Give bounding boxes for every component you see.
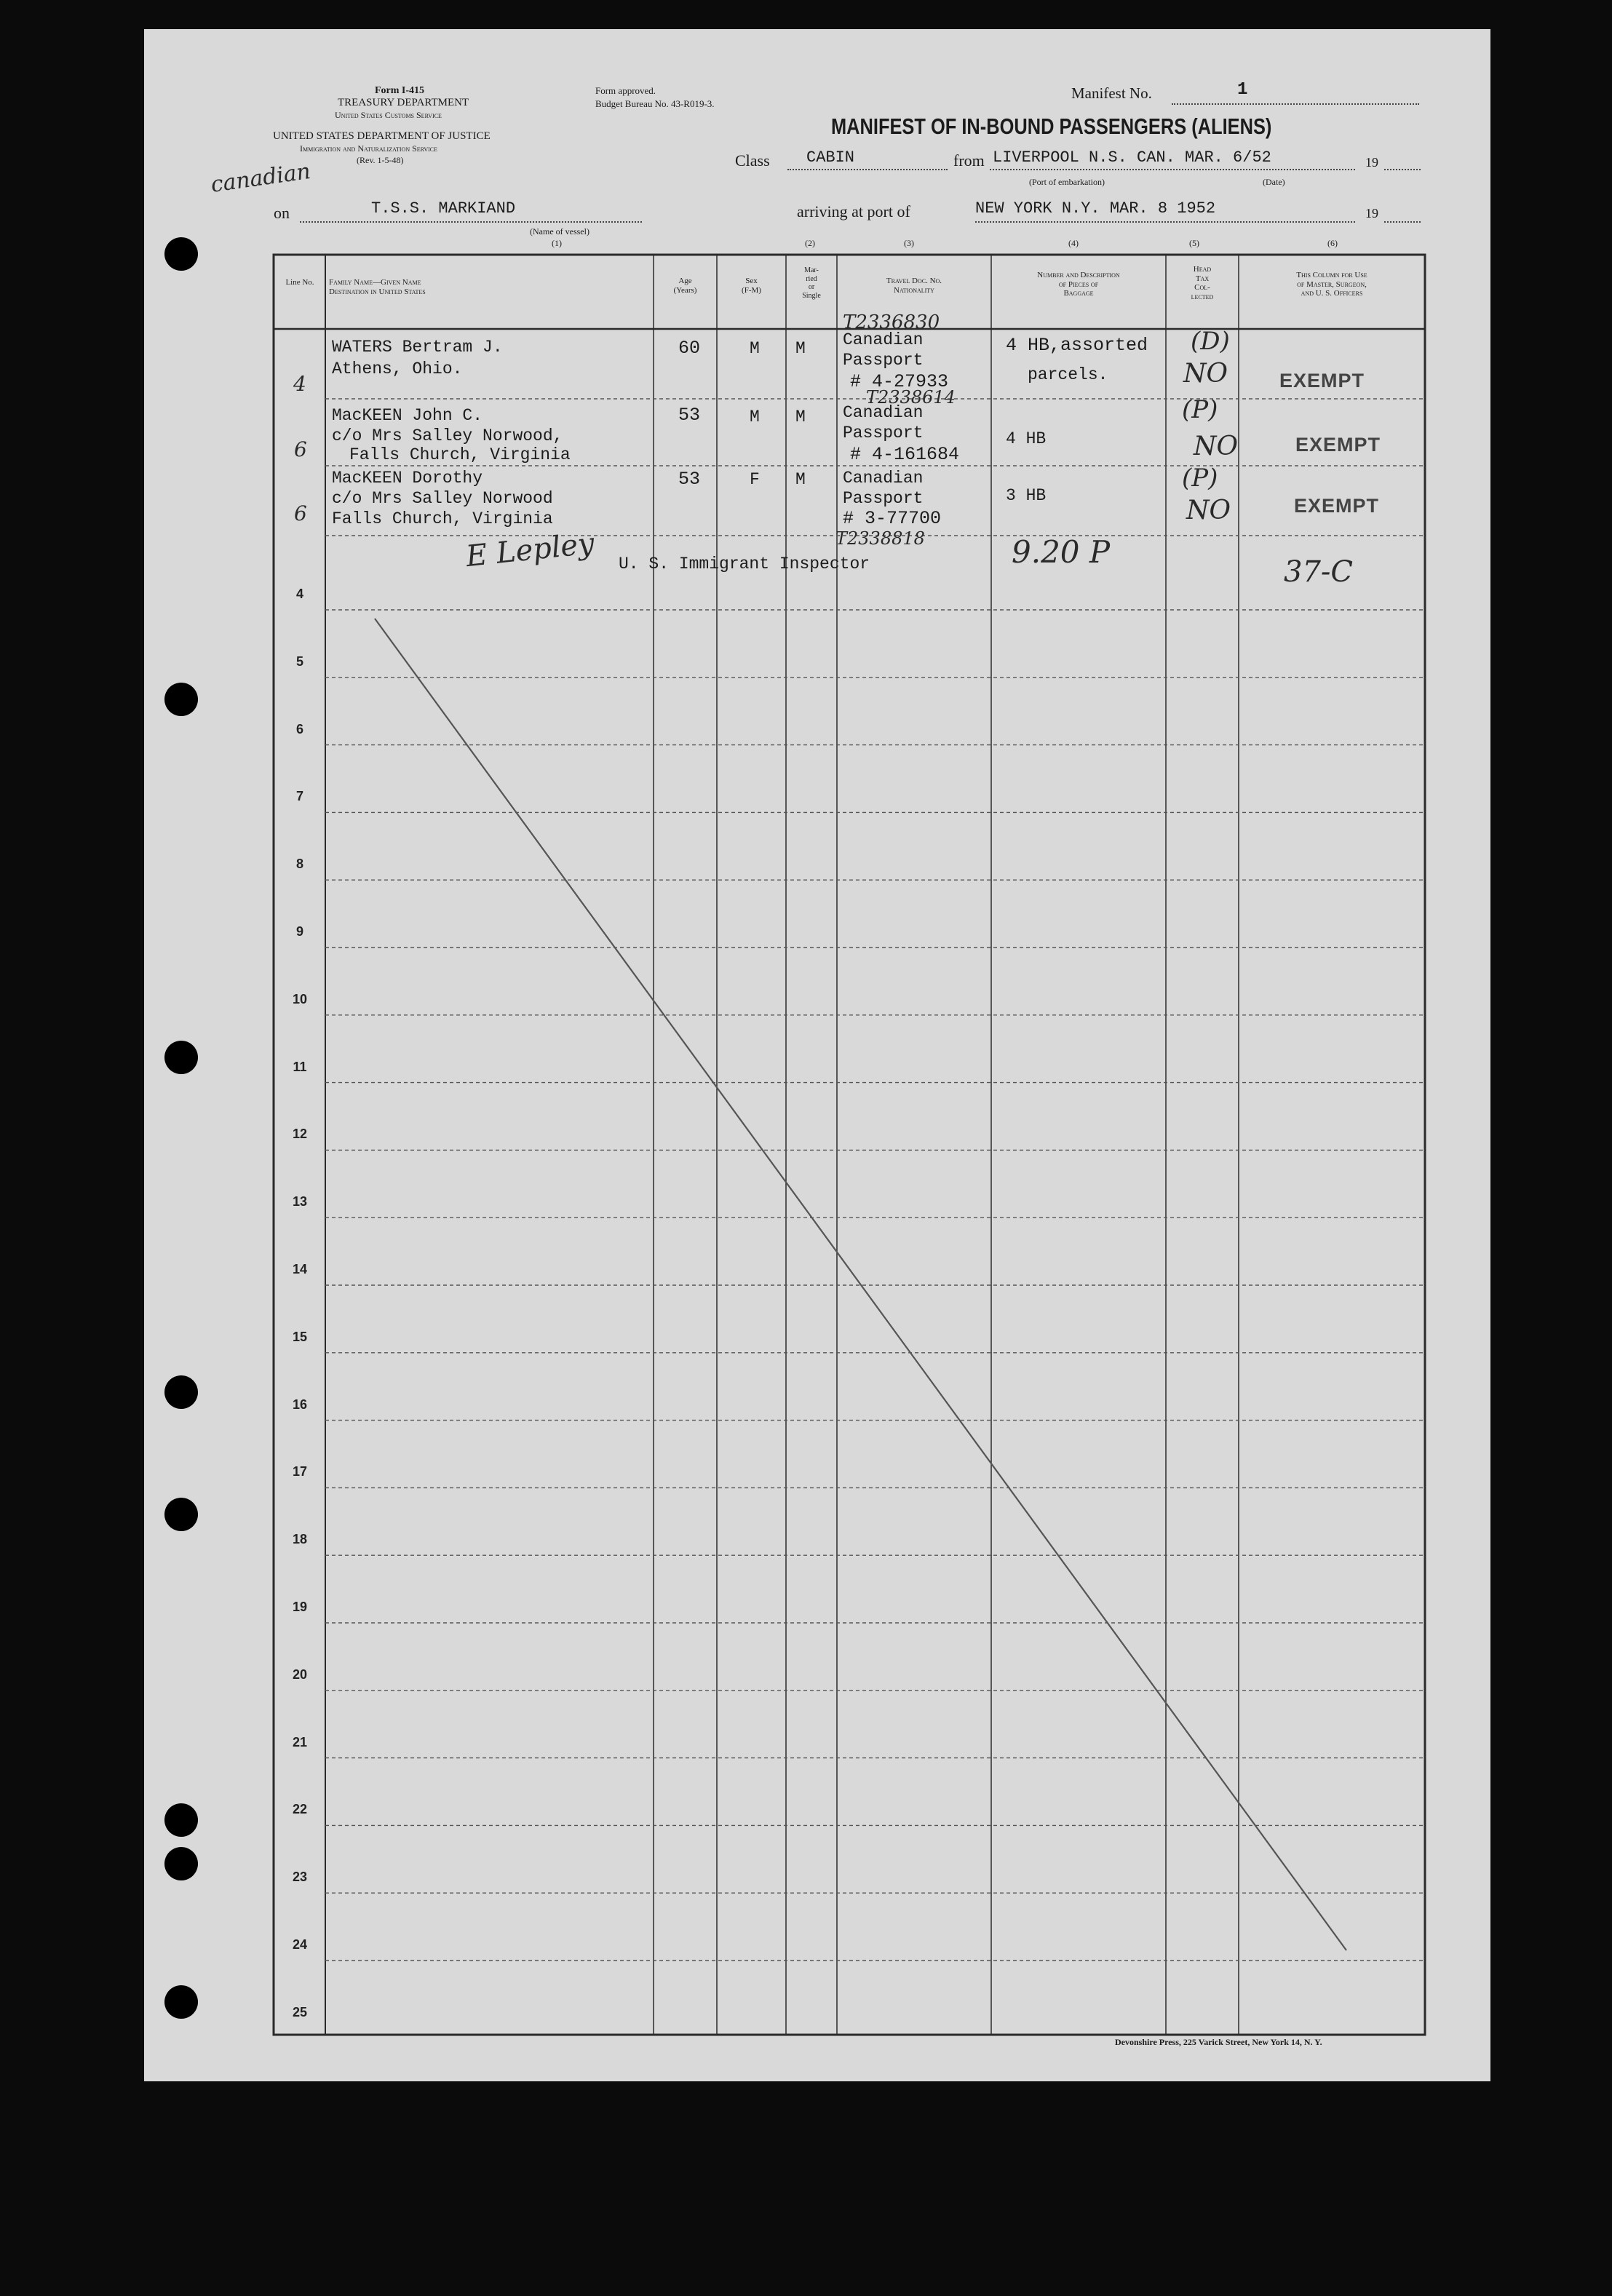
header-officers: This Column for Use of Master, Surgeon, and U. S. Officers <box>1296 271 1367 298</box>
line-number: 19 <box>292 1600 308 1614</box>
from-value: LIVERPOOL N.S. CAN. MAR. 6/52 <box>993 148 1271 167</box>
passenger-destination: Athens, Ohio. <box>332 360 463 378</box>
passenger-marital: M <box>795 470 806 489</box>
line-number: 22 <box>292 1802 308 1817</box>
line-number: 5 <box>295 654 303 669</box>
doc-nationality: Canadian <box>843 330 924 349</box>
header-name: Family Name—Given Name Destination in United States <box>329 278 426 296</box>
form-approved: Form approved. <box>595 85 656 96</box>
head-tax-value: NO <box>1186 496 1231 525</box>
port-embark-caption: (Port of embarkation) <box>1029 177 1105 187</box>
doc-handwritten: T2338614 <box>866 387 956 408</box>
line-number: 4 <box>295 587 303 601</box>
passenger-age: 60 <box>678 338 701 359</box>
class-label: Class <box>735 151 770 170</box>
line-number: 6 <box>295 721 303 736</box>
inspector-title: U. S. Immigrant Inspector <box>619 555 870 573</box>
baggage-line-1: 4 HB <box>1006 429 1047 448</box>
line-number: 15 <box>292 1329 308 1344</box>
col-num-2: (2) <box>805 238 815 248</box>
passenger-name: MacKEEN Dorothy <box>332 469 483 488</box>
handwritten-canadian: canadian <box>209 158 312 198</box>
on-label: on <box>274 204 290 222</box>
exempt-stamp: EXEMPT <box>1279 370 1365 392</box>
head-tax-value: NO <box>1183 359 1228 389</box>
void-strike-line <box>375 619 1346 1950</box>
doc-number: # 3-77700 <box>843 508 942 529</box>
passenger-destination-2: Falls Church, Virginia <box>332 509 553 528</box>
passenger-sex: M <box>750 408 760 426</box>
inspector-time: 9.20 P <box>1012 534 1111 570</box>
line-number: 25 <box>292 2004 308 2019</box>
passenger-age: 53 <box>678 405 701 426</box>
passenger-name: WATERS Bertram J. <box>332 338 503 357</box>
passenger-marital: M <box>795 339 806 358</box>
treasury-dept: TREASURY DEPARTMENT <box>338 97 469 108</box>
doc-nationality: Canadian <box>843 403 924 422</box>
baggage-line-2: parcels. <box>1028 365 1108 384</box>
line-number: 18 <box>292 1532 308 1547</box>
left-margin-mark: 6 <box>294 501 307 525</box>
customs-service: United States Customs Service <box>335 110 442 120</box>
arriving-label: arriving at port of <box>797 202 910 221</box>
header-married: Mar- ried or Single <box>802 266 821 300</box>
doc-type: Passport <box>843 351 924 370</box>
left-margin-mark: 6 <box>294 437 307 461</box>
header-head-tax: Head Tax Col- lected <box>1191 265 1214 301</box>
line-number: 14 <box>292 1262 308 1276</box>
line-number: 16 <box>292 1397 308 1412</box>
manifest-no: 1 <box>1237 80 1248 100</box>
line-number: 23 <box>292 1870 308 1885</box>
passenger-sex: M <box>750 339 760 358</box>
form-number: Form I-415 <box>375 85 425 96</box>
passenger-destination-2: Falls Church, Virginia <box>349 445 571 464</box>
budget-bureau: Budget Bureau No. 43-R019-3. <box>595 98 715 109</box>
passenger-name: MacKEEN John C. <box>332 406 483 425</box>
passenger-destination: c/o Mrs Salley Norwood, <box>332 426 563 445</box>
col-num-5: (5) <box>1189 238 1199 248</box>
header-baggage: Number and Description of Pieces of Baggage <box>1037 271 1120 298</box>
line-number: 21 <box>292 1734 308 1749</box>
line-number: 10 <box>292 991 308 1006</box>
header-line-no: Line No. <box>285 278 314 287</box>
line-number: 13 <box>292 1194 308 1209</box>
passenger-sex: F <box>750 470 760 489</box>
line-number: 8 <box>295 857 303 872</box>
inspector-code: 37-C <box>1284 555 1354 589</box>
from-label: from <box>953 151 985 170</box>
tax-mark: (P) <box>1182 464 1218 493</box>
baggage-line-1: 3 HB <box>1006 486 1047 505</box>
inspector-signature: E Lepley <box>464 526 596 574</box>
passenger-age: 53 <box>678 469 701 490</box>
line-number: 11 <box>293 1059 307 1074</box>
class-value: CABIN <box>806 148 855 167</box>
header-travel-doc: Travel Doc. No. Nationality <box>886 277 942 295</box>
form-revision: (Rev. 1-5-48) <box>357 155 404 165</box>
year-suffix-2: 19 <box>1365 206 1378 221</box>
col-num-3: (3) <box>904 238 914 248</box>
line-number: 20 <box>292 1667 308 1682</box>
baggage-line-1: 4 HB,assorted <box>1006 335 1148 356</box>
justice-dept: UNITED STATES DEPARTMENT OF JUSTICE <box>273 130 491 142</box>
ins-label: Immigration and Naturalization Service <box>300 143 438 154</box>
header-age: Age (Years) <box>673 277 697 295</box>
passenger-destination: c/o Mrs Salley Norwood <box>332 489 553 508</box>
tax-mark: (P) <box>1182 395 1218 424</box>
arrival-value: NEW YORK N.Y. MAR. 8 1952 <box>975 199 1216 218</box>
exempt-stamp: EXEMPT <box>1294 495 1380 517</box>
doc-type: Passport <box>843 424 924 442</box>
doc-number: # 4-27933 <box>850 371 949 392</box>
date-caption: (Date) <box>1263 177 1285 187</box>
tax-mark: (D) <box>1191 327 1230 356</box>
year-suffix: 19 <box>1365 155 1378 170</box>
doc-nationality: Canadian <box>843 469 924 488</box>
printer-footer: Devonshire Press, 225 Varick Street, New York 14, N. Y. <box>1115 2037 1322 2047</box>
line-number: 17 <box>292 1464 308 1479</box>
vessel-name: T.S.S. MARKIAND <box>371 199 516 218</box>
doc-handwritten: T2336830 <box>843 311 940 333</box>
head-tax-value: NO <box>1194 432 1239 461</box>
col1-caption: (1) <box>552 238 562 248</box>
manifest-title: MANIFEST OF IN-BOUND PASSENGERS (ALIENS) <box>831 114 1272 139</box>
line-number: 7 <box>295 789 303 804</box>
line-number: 9 <box>295 924 303 939</box>
header-sex: Sex (F-M) <box>742 277 761 295</box>
exempt-stamp: EXEMPT <box>1295 434 1381 456</box>
line-number: 12 <box>292 1127 308 1142</box>
col-num-4: (4) <box>1068 238 1079 248</box>
col-num-6: (6) <box>1327 238 1338 248</box>
vessel-caption: (Name of vessel) <box>530 226 589 237</box>
doc-handwritten: T2338818 <box>835 528 925 549</box>
manifest-no-label: Manifest No. <box>1071 84 1152 102</box>
doc-type: Passport <box>843 489 924 508</box>
left-margin-mark: 4 <box>293 372 306 396</box>
doc-number: # 4-161684 <box>850 444 960 465</box>
line-number: 24 <box>292 1937 308 1952</box>
passenger-marital: M <box>795 408 806 426</box>
